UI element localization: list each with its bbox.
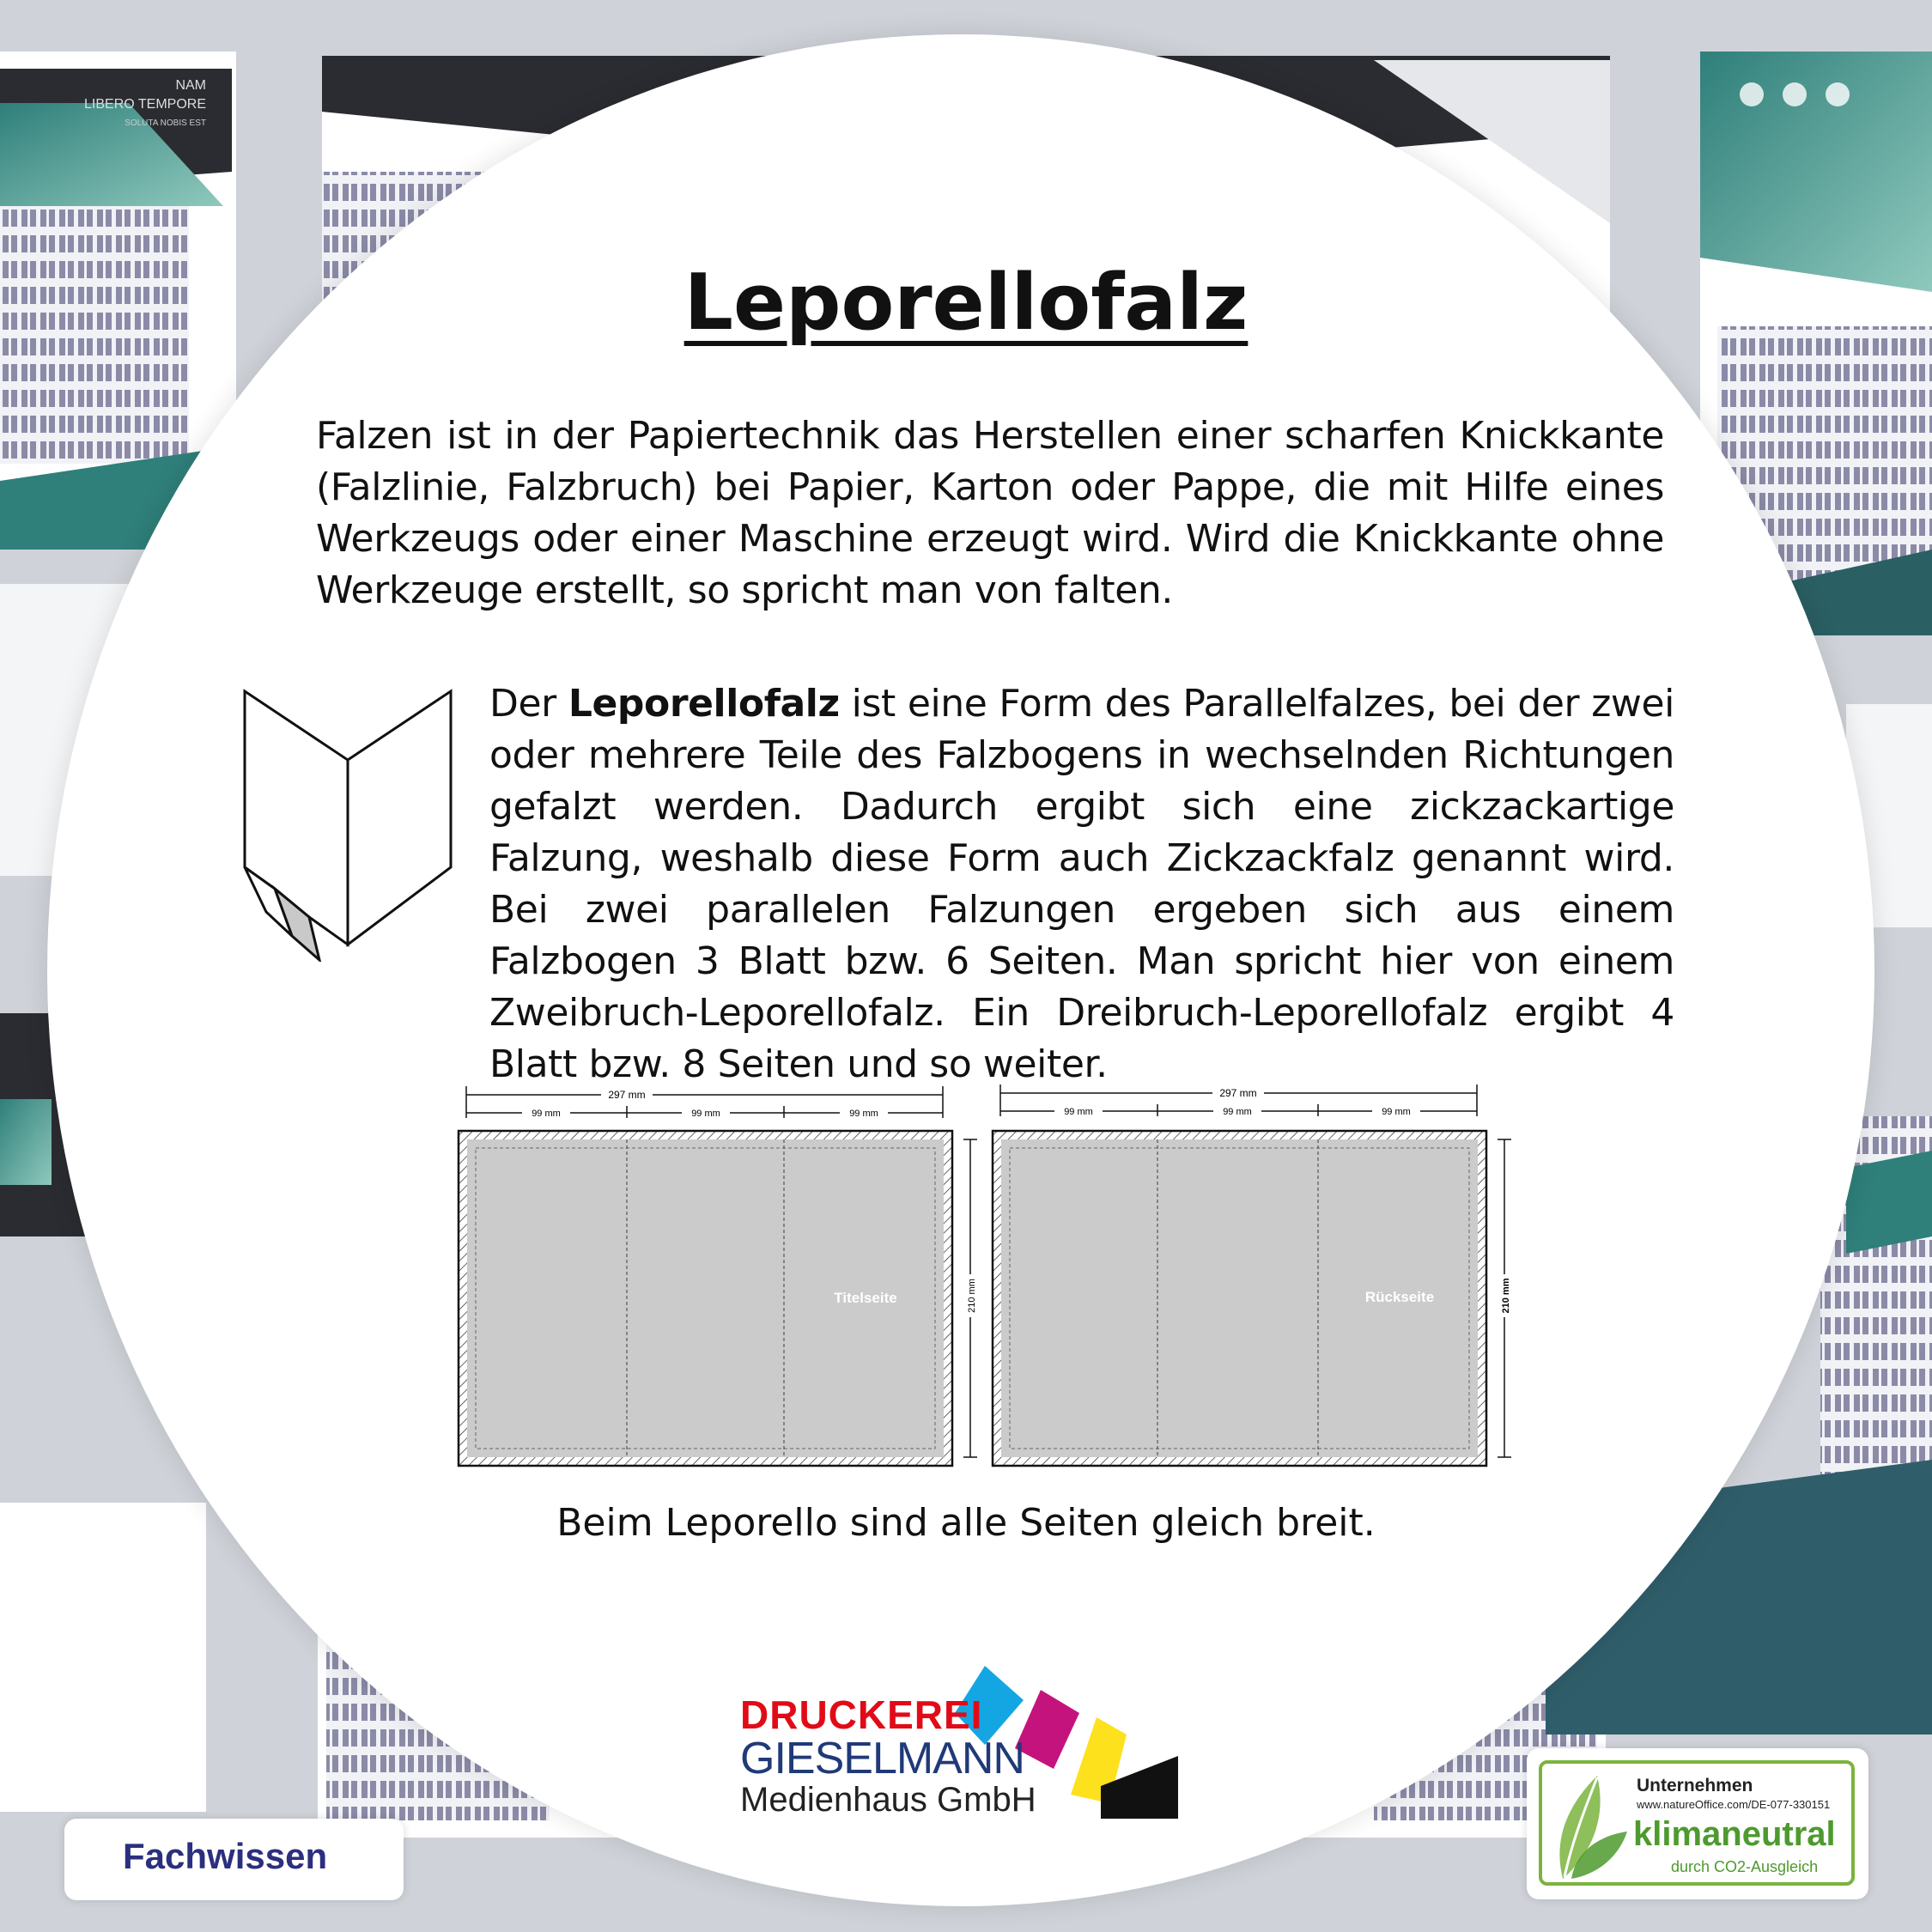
leporello-term: Leporellofalz xyxy=(568,682,840,726)
mock-text-3: SOLUTA NOBIS EST xyxy=(125,118,206,128)
category-badge-label: Fachwissen xyxy=(123,1836,328,1876)
mock-text-2: LIBERO TEMPORE xyxy=(84,97,206,112)
category-badge xyxy=(64,1819,404,1900)
climate-badge-frame xyxy=(1539,1760,1855,1886)
logo-text-medienhaus: Medienhaus GmbH xyxy=(740,1781,1036,1819)
panel-width-label: 99 mm xyxy=(691,1109,720,1119)
page-title: Leporellofalz xyxy=(683,258,1249,348)
panel-width-label: 99 mm xyxy=(849,1109,878,1119)
climate-neutral-badge xyxy=(1527,1748,1868,1899)
logo-text-gieselmann: GIESELMANN xyxy=(740,1734,1024,1783)
panel-width-label: 99 mm xyxy=(532,1109,561,1119)
company-logo xyxy=(740,1666,1187,1820)
total-width-label: 297 mm xyxy=(608,1089,646,1101)
title-page-label: Titelseite xyxy=(834,1290,897,1306)
fold-diagram-front xyxy=(453,1082,986,1468)
panel-width-label: 99 mm xyxy=(1064,1107,1093,1117)
panel-width-label: 99 mm xyxy=(1382,1107,1411,1117)
logo-text-druckerei: DRUCKEREI xyxy=(740,1692,983,1737)
climate-badge-url: www.natureOffice.com/DE-077-330151 xyxy=(1637,1798,1831,1811)
mock-text-1: NAM xyxy=(175,78,206,93)
climate-badge-line1: Unternehmen xyxy=(1637,1776,1753,1795)
fold-diagram-back xyxy=(987,1082,1528,1468)
height-label: 210 mm xyxy=(967,1279,977,1313)
height-label: 210 mm xyxy=(1501,1278,1511,1314)
leporello-text-after: ist eine Form des Parallelfalzes, bei der zwei oder mehrere Teile des Falzbogens in wechselnden Richtungen gefalzt werden. Dadurch ergibt sich eine zickzackartige Falzung, weshalb diese Form auch Zickzackfalz genannt wird. Bei zwei parallelen Falzungen ergeben sich aus einem Falzbogen 3 Blatt bzw. 6 Seiten. Man spricht hier von einem Zweibruch-Leporellofalz. Ein Dreibruch-Leporellofalz ergibt 4 Blatt bzw. 8 Seiten und so weiter. xyxy=(489,682,1674,1086)
panel-width-label: 99 mm xyxy=(1223,1107,1252,1117)
climate-badge-subtitle: durch CO2-Ausgleich xyxy=(1671,1858,1819,1875)
zigzag-fold-illustration xyxy=(240,687,472,962)
leporello-text-before: Der xyxy=(489,682,568,726)
diagram-caption: Beim Leporello sind alle Seiten gleich breit. xyxy=(556,1501,1376,1545)
climate-badge-title: klimaneutral xyxy=(1633,1815,1836,1853)
back-page-label: Rückseite xyxy=(1364,1289,1435,1305)
leaf-icon xyxy=(1546,1767,1631,1882)
intro-paragraph: Falzen ist in der Papiertechnik das Herstellen einer scharfen Knickkante (Falzlinie, Falzbruch) bei Papier, Karton oder Pappe, die mit Hilfe eines Werkzeugs oder einer Maschine erzeugt wird. Wird die Knickkante ohne Werkzeuge erstellt, so spricht man von falten. xyxy=(316,414,1664,612)
leporello-description xyxy=(489,678,1674,1091)
total-width-label: 297 mm xyxy=(1219,1087,1257,1099)
